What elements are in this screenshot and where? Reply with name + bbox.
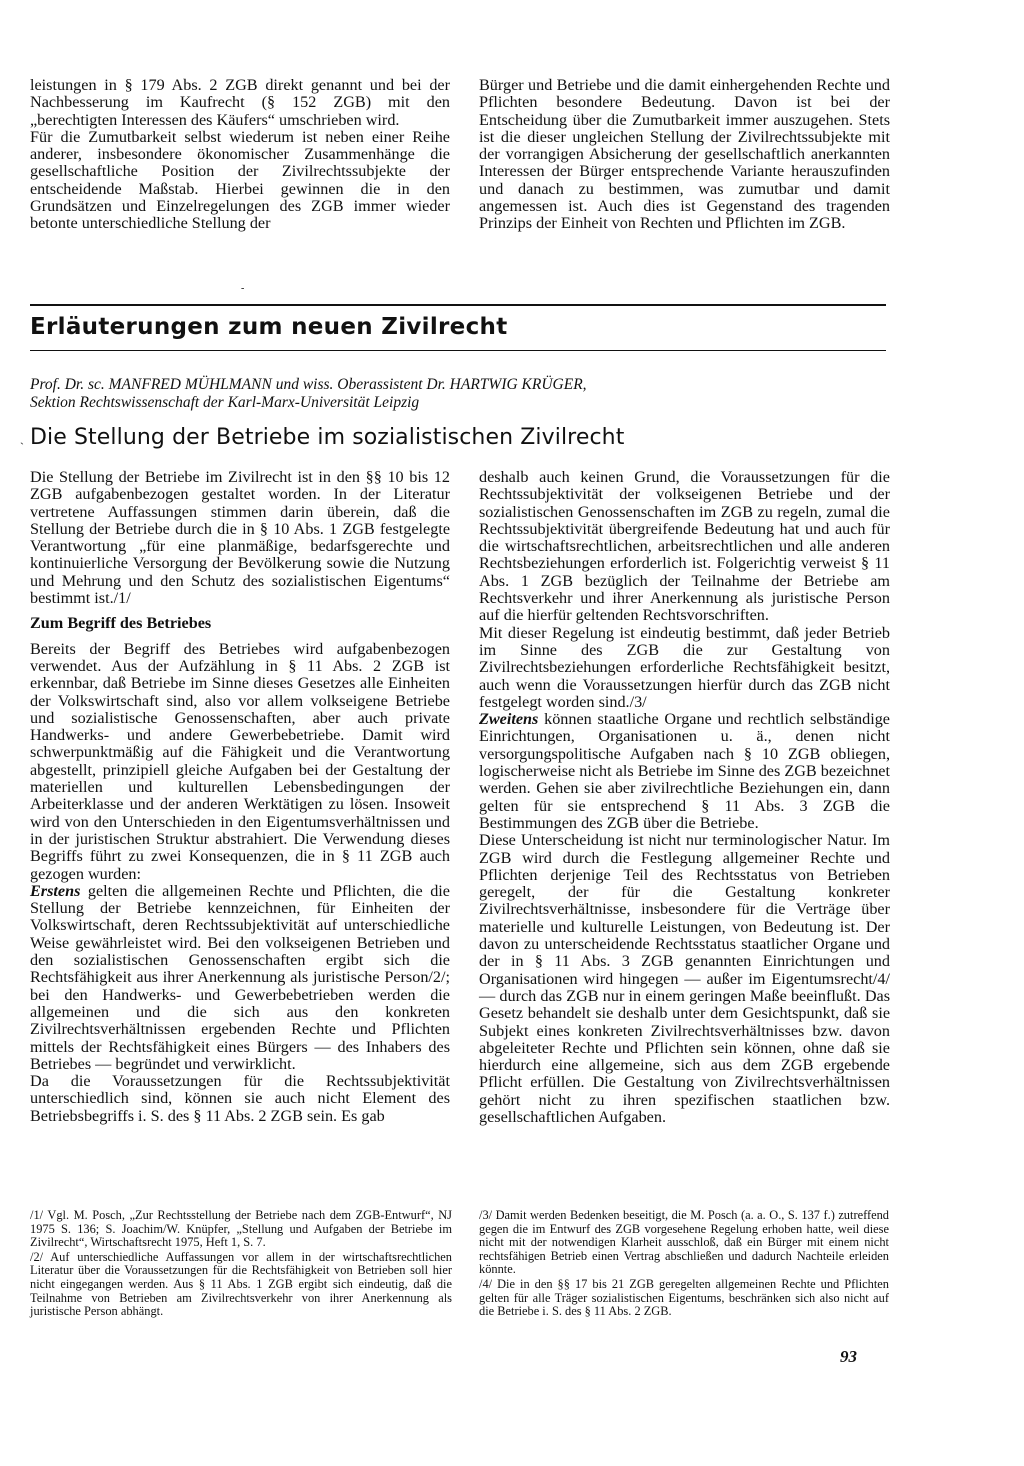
footnotes-column-2	[479, 1209, 889, 1320]
author-affiliation: Sektion Rechtswissenschaft der Karl-Marx-Universität Leipzig	[30, 394, 420, 411]
paragraph	[30, 883, 450, 1073]
paragraph-text: können staatliche Organe und rechtlich selbständige Einrichtungen, Organisationen u. ä., denen nicht versorgungspolitische Aufgaben nach § 10 ZGB obliegen, logischerweise nicht als Betriebe im Sinne des ZGB bezeichnet werden. Gehen sie aber zivilrechtliche Beziehungen ein, dann gelten für sie entsprechend § 11 Abs. 3 ZGB die Bestimmungen des ZGB über die Betriebe.	[479, 710, 890, 832]
footnotes-column-1	[30, 1209, 452, 1320]
paragraph: Die Stellung der Betriebe im Zivilrecht ist in den §§ 10 bis 12 ZGB aufgabenbezogen gestaltet worden. In der Literatur vertretene Auffassungen stimmen darin überein, daß die Stellung der Betriebe durch die in § 10 Abs. 1 ZGB festgelegte Verantwortung „für eine planmäßige, bedarfsgerechte und kontinuierliche Versorgung der Bevölkerung sowie die Nutzung und Mehrung und den Schutz des sozialistischen Eigentums“ bestimmt ist./1/	[30, 468, 450, 608]
margin-mark: `	[20, 440, 24, 454]
top-text-column-1	[30, 77, 450, 233]
paragraph	[479, 711, 890, 832]
paragraph-lead: Zweitens	[479, 710, 539, 729]
paragraph: Für die Zumutbarkeit selbst wiederum ist neben einer Reihe anderer, insbesondere ökonomischer Zusammenhänge die gesellschaftliche Position der Zivilrechtssubjekte der entscheidende Maßstab. Hierbei gewinnen die in den Grundsätzen und Einzelregelungen des ZGB immer wieder betonte unterschiedliche Stellung der	[30, 127, 450, 233]
paragraph: Da die Voraussetzungen für die Rechtssubjektivität unterschiedlich sind, können sie auch nicht Element des Betriebsbegriffs i. S. des § 11 Abs. 2 ZGB sein. Es gab	[30, 1072, 450, 1125]
paragraph-lead: Erstens	[30, 881, 81, 900]
series-title: Erläuterungen zum neuen Zivilrecht	[30, 314, 508, 340]
paragraph: Bereits der Begriff des Betriebes wird aufgabenbezogen verwendet. Aus der Aufzählung in § 11 Abs. 2 ZGB ist erkennbar, daß Betriebe im Sinne dieses Gesetzes alle Einheiten der Volkswirtschaft sind, also vor allem volkseigene Betriebe und sozialistische Genossenschaften, aber auch private Handwerks- und andere Gewerbebetriebe. Damit wird schwerpunktmäßig auf die Fähigkeit und die Verantwortung abgestellt, prinzipiell gleiche Aufgaben bei der Gestaltung der materiellen und kulturellen Lebensbedingungen der Arbeiterklasse und der anderen Werktätigen zu lösen. Insoweit wird von den Unterschieden in den Eigentumsverhältnissen und in der juristischen Struktur abstrahiert. Die Verwendung dieses Begriffs führt zu zwei Konsequenzen, die in § 11 ZGB auch gezogen wurden:	[30, 639, 450, 883]
author-names: Prof. Dr. sc. MANFRED MÜHLMANN und wiss. Oberassistent Dr. HARTWIG KRÜGER,	[30, 376, 587, 393]
page-number: 93	[840, 1347, 857, 1366]
footnote: /2/ Auf unterschiedliche Auffassungen vor allem in der wirtschaftsrechtlichen Literatur über die Voraussetzungen für die Rechtsfähigkeit von Betrieben soll hier nicht eingegangen werden. Aus § 11 Abs. 1 ZGB ergibt sich eindeutig, daß die Teilnahme von Betrieben am Zivilrechtsverkehr von ihrer Anerkennung als juristische Person abhängt.	[30, 1249, 452, 1319]
section-rule-bottom	[30, 350, 886, 351]
article-column-1	[30, 469, 450, 1125]
paragraph: deshalb auch keinen Grund, die Voraussetzungen für die Rechtssubjektivität der volkseigenen Betriebe und der sozialistischen Genossenschaften im ZGB zu regeln, zumal die Rechtssubjektivität übergreifende Bedeutung hat und auch für die wirtschaftsrechtlichen, arbeitsrechtlichen und alle anderen Rechtsbeziehungen erforderlich ist. Folgerichtig verweist § 11 Abs. 1 ZGB bezüglich der Teilnahme der Betriebe am Rechtsverkehr und ihrer Anerkennung als juristische Person auf die hierfür geltenden Rechtsvorschriften.	[479, 468, 890, 625]
subheading: Zum Begriff des Betriebes	[30, 614, 212, 633]
article-column-2	[479, 469, 890, 1126]
stray-mark: -	[241, 283, 245, 294]
paragraph: leistungen in § 179 Abs. 2 ZGB direkt genannt und bei der Nachbesserung im Kaufrecht (§ 152 ZGB) mit den „berechtigten Interessen des Käufers“ umschrieben wird.	[30, 76, 450, 129]
paragraph-text: gelten die allgemeinen Rechte und Pflichten, die die Stellung der Betriebe kennzeichnen, für Einheiten der Volkswirtschaft, deren Rechtssubjektivität auf unterschiedliche Weise gewährleistet wird. Bei den volkseigenen Betrieben und den sozialistischen Genossenschaften ergibt sich die Rechtsfähigkeit aus ihrer Anerkennung als juristische Person/2/; bei den Handwerks- und Gewerbebetrieben werden die allgemeinen und die sich aus den konkreten Zivilrechtsverhältnissen ergebenden Rechte und Pflichten mittels der Rechtsfähigkeit eines Bürgers — des Inhabers des Betriebes — begründet und verwirklicht.	[30, 881, 450, 1073]
footnote: /3/ Damit werden Bedenken beseitigt, die M. Posch (a. a. O., S. 137 f.) zutreffend gegen die im Entwurf des ZGB vorgesehene Regelung erhoben hatte, weil diese nicht mit der notwendigen Klarheit ausschloß, daß ein Bürger mit einem nicht rechtsfähigen Betrieb einen Vertrag abschließen und dadurch Nachteile erleiden könnte.	[479, 1208, 889, 1277]
author-line	[30, 376, 900, 412]
section-rule-top	[30, 304, 886, 306]
footnote: /4/ Die in den §§ 17 bis 21 ZGB geregelten allgemeinen Rechte und Pflichten gelten für alle Träger sozialistischen Eigentums, beschränken sich also nicht auf die Betriebe i. S. des § 11 Abs. 2 ZGB.	[479, 1276, 889, 1319]
paragraph: Mit dieser Regelung ist eindeutig bestimmt, daß jeder Betrieb im Sinne des ZGB die zur Gestaltung von Zivilrechtsbeziehungen erforderliche Rechtsfähigkeit besitzt, auch wenn die Voraussetzungen hierfür durch das ZGB nicht festgelegt worden sind./3/	[479, 623, 890, 711]
paragraph: Diese Unterscheidung ist nicht nur terminologischer Natur. Im ZGB wird durch die Festlegung allgemeiner Rechte und Pflichten derjenige Teil des Rechtsstatus von Betrieben geregelt, der für die Gestaltung konkreter Zivilrechtsverhältnisse, insbesondere für die Verträge über materielle und kulturelle Leistungen, von Bedeutung ist. Der davon zu unterscheidende Rechtsstatus staatlicher Organe und der in § 11 Abs. 3 ZGB genannten Einrichtungen und Organisationen wird hingegen — außer im Eigentumsrecht/4/ — durch das ZGB nur in einem geringen Maße beeinflußt. Das Gesetz behandelt sie deshalb unter dem Gesichtspunkt, daß sie Subjekt eines konkreten Zivilrechtsverhältnisses bzw. davon abgeleiteter Rechte und Pflichten sein können, ohne daß sie hierdurch eine allgemeine, sich aus dem ZGB ergebende Pflicht erfüllen. Die Gestaltung von Zivilrechtsverhältnissen gehört nicht zu ihren spezifischen staatlichen bzw. gesellschaftlichen Aufgaben.	[479, 831, 890, 1126]
paragraph: Bürger und Betriebe und die damit einhergehenden Rechte und Pflichten besondere Bedeutung. Davon ist bei der Entscheidung über die Zumutbarkeit immer auszugehen. Stets ist die dieser ungleichen Stellung der Zivilrechtssubjekte mit der vorrangigen Absicherung der gesellschaftlich anerkannten Interessen der Bürger entsprechende Variante herauszufinden und danach zu bestimmen, was zumutbar und damit angemessen ist. Auch dies ist Gegenstand des tragenden Prinzips der Einheit von Rechten und Pflichten im ZGB.	[479, 76, 890, 233]
footnote: /1/ Vgl. M. Posch, „Zur Rechtsstellung der Betriebe nach dem ZGB-Entwurf“, NJ 1975 S. 136; S. Joachim/W. Knüpfer, „Stellung und Aufgaben der Betriebe im Zivilrecht“, Wirtschaftsrecht 1975, Heft 1, S. 7.	[30, 1208, 452, 1250]
article-title: Die Stellung der Betriebe im sozialistischen Zivilrecht	[30, 425, 625, 450]
top-text-column-2	[479, 77, 890, 233]
